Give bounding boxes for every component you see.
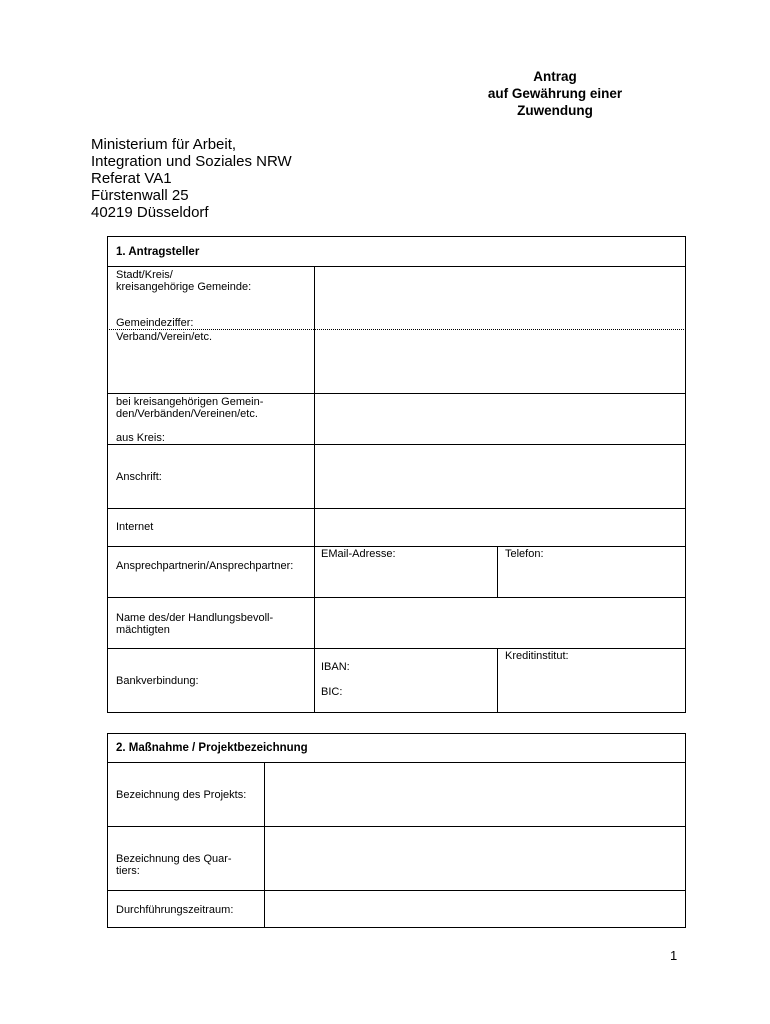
telefon-field[interactable] [498,560,685,597]
label-bevollmaechtigter-2: mächtigten [116,624,170,636]
title-line-2: auf Gewährung einer [487,86,623,101]
label-stadt-kreis: Stadt/Kreis/ [116,269,173,281]
recipient-address [91,136,292,221]
kreditinstitut-field[interactable] [498,663,685,712]
address-line-1: Ministerium für Arbeit, [91,136,237,153]
address-line-3: Referat VA1 [91,170,172,187]
label-zeitraum: Durchführungszeitraum: [116,904,234,916]
label-verbaende: den/Verbänden/Vereinen/etc. [116,408,258,420]
email-field[interactable] [315,560,497,597]
anschrift-field[interactable] [315,445,685,508]
label-projekt: Bezeichnung des Projekts: [116,789,247,801]
internet-field[interactable] [315,509,685,546]
label-anschrift: Anschrift: [116,471,162,483]
label-iban: IBAN: [321,661,350,673]
projekt-field[interactable] [265,763,685,826]
section2-heading: 2. Maßnahme / Projektbezeichnung [116,742,308,754]
label-bevollmaechtigter: Name des/der Handlungsbevoll- [116,612,274,624]
label-quartier-2: tiers: [116,865,140,877]
bic-field[interactable] [345,680,496,702]
section1-divider [107,648,686,649]
gemeinde-field[interactable] [315,267,685,329]
aus-kreis-field[interactable] [315,394,685,444]
label-telefon: Telefon: [505,548,544,560]
section1-heading: 1. Antragsteller [116,246,200,258]
label-kreisangehoerige: bei kreisangehörigen Gemein- [116,396,264,408]
page-number: 1 [670,948,678,963]
label-gemeindeziffer: Gemeindeziffer: [116,317,194,329]
iban-field[interactable] [350,655,496,677]
label-bankverbindung: Bankverbindung: [116,675,199,687]
label-gemeinde: kreisangehörige Gemeinde: [116,281,252,293]
bevollmaechtigter-field[interactable] [315,598,685,648]
label-aus-kreis: aus Kreis: [116,432,165,444]
label-email: EMail-Adresse: [321,548,396,560]
zeitraum-field[interactable] [265,891,685,927]
address-line-5: 40219 Düsseldorf [91,204,209,221]
label-kreditinstitut: Kreditinstitut: [505,650,569,662]
verband-field[interactable] [315,330,685,393]
address-line-4: Fürstenwall 25 [91,187,189,204]
label-verband: Verband/Verein/etc. [116,331,213,343]
quartier-field[interactable] [265,827,685,890]
title-line-1: Antrag [533,69,577,84]
form-title [440,68,670,119]
section1-divider [107,546,686,547]
label-internet: Internet [116,521,154,533]
address-line-2: Integration und Soziales NRW [91,153,292,170]
label-bic: BIC: [321,686,343,698]
label-quartier: Bezeichnung des Quar- [116,853,232,865]
title-line-3: Zuwendung [517,103,593,118]
label-ansprechpartner: Ansprechpartnerin/Ansprechpartner: [116,560,294,572]
